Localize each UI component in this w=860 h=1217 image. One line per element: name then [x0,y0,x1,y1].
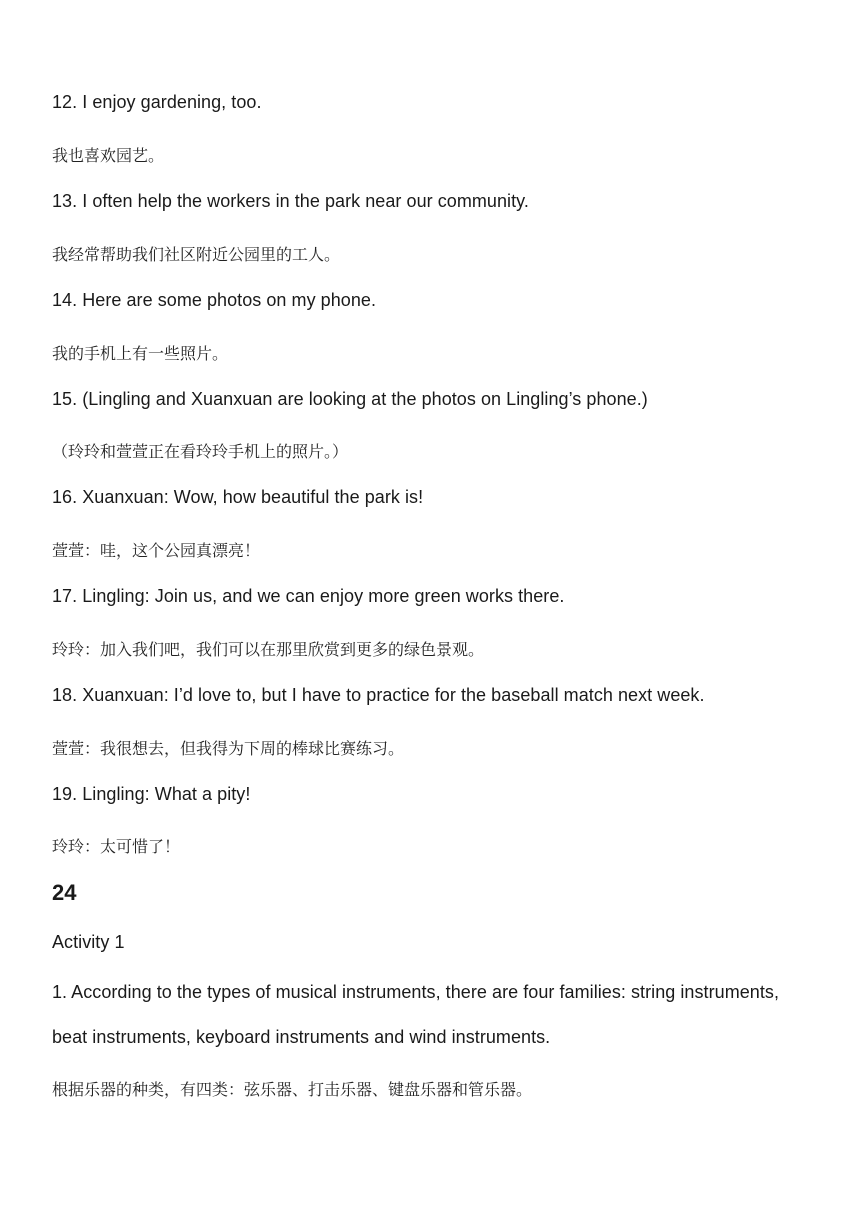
sentence-19-en: 19. Lingling: What a pity! [52,784,251,804]
sentence-16-zh: 萱萱：哇，这个公园真漂亮！ [52,541,261,560]
sentence-1-en-line-1: 1. According to the types of musical instruments, there are four families: string instruments, [52,982,780,1002]
activity-heading: Activity 1 [52,932,125,952]
sentence-16-en: 16. Xuanxuan: Wow, how beautiful the park is! [52,487,424,507]
sentence-13-zh: 我经常帮助我们社区附近公园里的工人。 [52,245,341,264]
sentence-12-en: 12. I enjoy gardening, too. [52,92,262,112]
sentence-19-zh: 玲玲：太可惜了！ [52,837,181,856]
sentence-17-zh: 玲玲：加入我们吧，我们可以在那里欣赏到更多的绿色景观。 [52,640,485,659]
sentence-12-zh: 我也喜欢园艺。 [52,146,165,165]
sentence-14-zh: 我的手机上有一些照片。 [52,344,229,363]
sentence-15-en: 15. (Lingling and Xuanxuan are looking at the photos on Lingling’s phone.) [52,389,648,409]
sentence-1-en-line-2: beat instruments, keyboard instruments and wind instruments. [52,1027,551,1047]
sentence-13-en: 13. I often help the workers in the park near our community. [52,191,529,211]
sentence-14-en: 14. Here are some photos on my phone. [52,290,377,310]
sentence-18-zh: 萱萱：我很想去，但我得为下周的棒球比赛练习。 [52,739,405,758]
sentence-17-en: 17. Lingling: Join us, and we can enjoy more green works there. [52,586,565,606]
sentence-18-en: 18. Xuanxuan: I’d love to, but I have to practice for the baseball match next week. [52,685,705,705]
sentence-1-zh: 根据乐器的种类，有四类：弦乐器、打击乐器、键盘乐器和管乐器。 [52,1080,533,1099]
section-number-heading: 24 [52,880,77,905]
sentence-15-zh: （玲玲和萱萱正在看玲玲手机上的照片。） [52,442,349,461]
